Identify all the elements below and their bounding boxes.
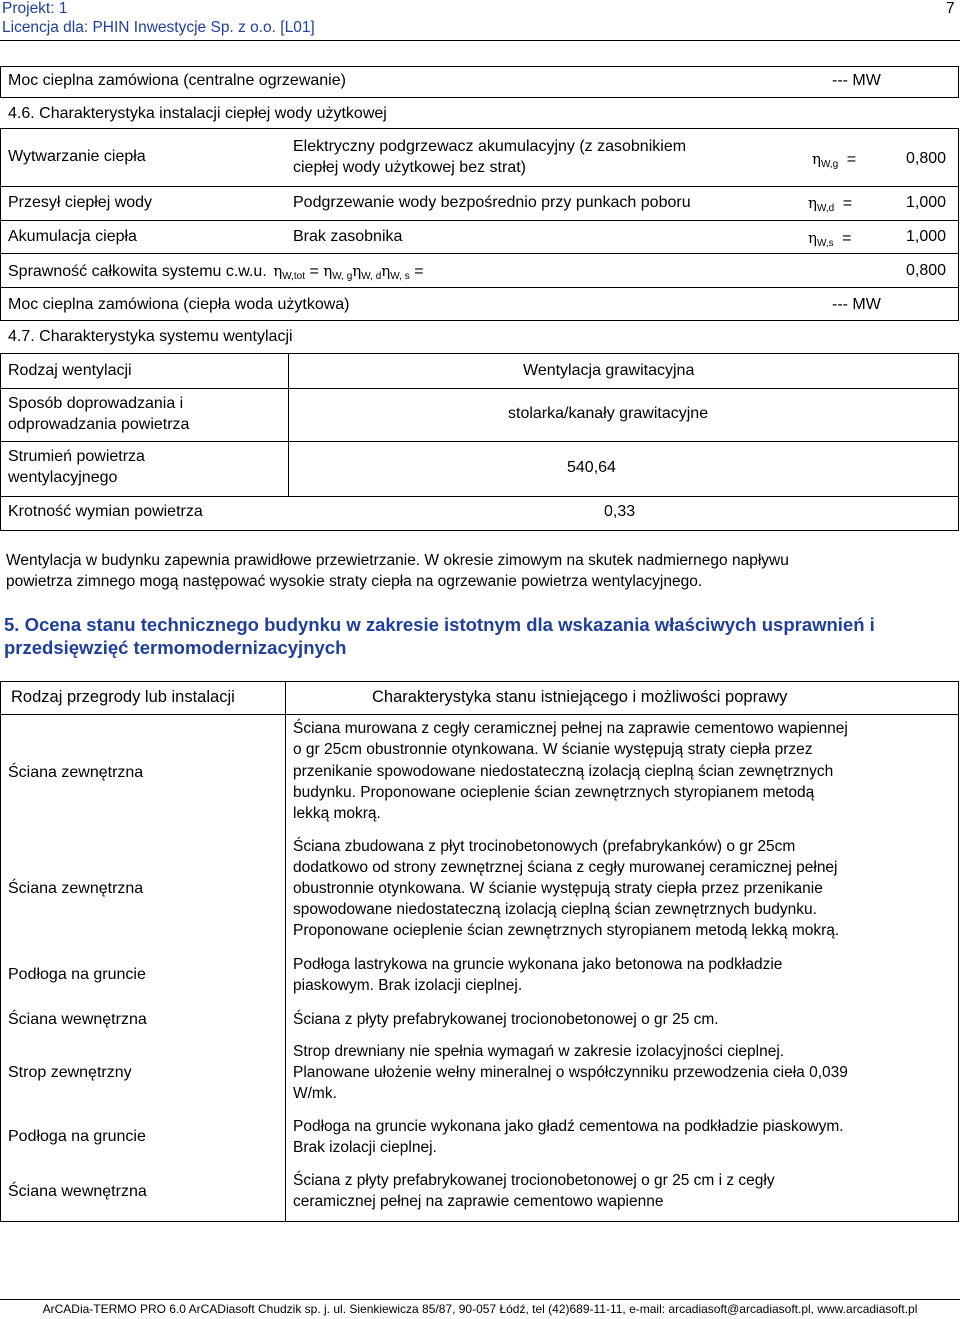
- dhw-row-desc: Podgrzewanie wody bezpośrednio przy punkach poboru: [293, 194, 691, 211]
- partition-type: Strop zewnętrzny: [8, 1064, 132, 1081]
- page-number: 7: [946, 0, 955, 17]
- total-efficiency-value: 0,800: [906, 262, 947, 279]
- section-4-6-title: 4.6. Charakterystyka instalacji ciepłej wody użytkowej: [8, 105, 387, 122]
- efficiency-value: 1,000: [906, 228, 947, 245]
- partition-desc: Ściana z płyty prefabrykowanej trocionobetonowej o gr 25 cm.: [293, 1011, 719, 1028]
- ventilation-label: Sposób doprowadzania i: [8, 395, 184, 412]
- efficiency-symbol: $\eta_{W,d}$ =: [808, 194, 853, 214]
- partition-desc: Podłoga na gruncie wykonana jako gładź cementowa na podkładzie piaskowym.: [293, 1118, 844, 1135]
- partition-type: Podłoga na gruncie: [8, 966, 146, 983]
- ventilation-label: odprowadzania powietrza: [8, 416, 190, 433]
- license-label: Licencja dla: PHIN Inwestycje Sp. z o.o. [L01]: [2, 19, 315, 36]
- section-4-7-title: 4.7. Charakterystyka systemu wentylacji: [8, 328, 293, 345]
- ventilation-value: 540,64: [567, 459, 616, 476]
- table-header: Charakterystyka stanu istniejącego i możliwości poprawy: [372, 688, 788, 706]
- dhw-row-label: Akumulacja ciepła: [8, 228, 137, 245]
- table-header: Rodzaj przegrody lub instalacji: [11, 688, 235, 706]
- dhw-row-desc: Brak zasobnika: [293, 228, 403, 245]
- header-divider: [0, 40, 960, 41]
- dhw-row-label: Przesył ciepłej wody: [8, 194, 153, 211]
- efficiency-symbol: $\eta_{W,g}$ =: [812, 150, 857, 170]
- heating-power-label: Moc cieplna zamówiona (centralne ogrzewanie): [8, 72, 346, 89]
- efficiency-value: 0,800: [906, 150, 947, 167]
- partition-type: Ściana zewnętrzna: [8, 764, 144, 781]
- partition-desc: dodatkowo od strony zewnętrznej ściana z cegły murowanej ceramicznej pełnej: [293, 859, 838, 876]
- efficiency-value: 1,000: [906, 194, 947, 211]
- partition-desc: Planowane ułożenie wełny mineralnej o współczynniku przewodzenia cieła 0,039: [293, 1064, 848, 1081]
- partition-desc: Strop drewniany nie spełnia wymagań w zakresie izolacyjności cieplnej.: [293, 1043, 785, 1060]
- section-5-title: 5. Ocena stanu technicznego budynku w zakresie istotnym dla wskazania właściwych usprawnień i: [4, 614, 875, 635]
- total-efficiency-formula: Sprawność całkowita systemu c.w.u. $\eta_{W,tot} = \eta_{W, g}\eta_{W, d}\eta_{W, s}$ =: [8, 262, 424, 282]
- dhw-row-label: Wytwarzanie ciepła: [8, 148, 146, 165]
- ventilation-label: wentylacyjnego: [8, 469, 118, 486]
- partition-desc: o gr 25cm obustronnie otynkowana. W ścianie występują straty ciepła przez: [293, 741, 813, 758]
- heating-power-value: --- MW: [832, 72, 881, 89]
- ventilation-note: powietrza zimnego mogą następować wysokie straty ciepła na ogrzewanie powietrza wentylacyjnego.: [6, 573, 703, 590]
- dhw-power-label: Moc cieplna zamówiona (ciepła woda użytkowa): [8, 296, 350, 313]
- partition-desc: obustronnie otynkowana. W ścianie występują straty ciepła przez przenikanie: [293, 880, 823, 897]
- partition-desc: Ściana murowana z cegły ceramicznej pełnej na zaprawie cementowo wapiennej: [293, 720, 848, 737]
- partition-type: Ściana wewnętrzna: [8, 1183, 147, 1200]
- project-label: Projekt: 1: [2, 0, 68, 17]
- partition-desc: ceramicznej pełnej na zaprawie cementowo wapienne: [293, 1193, 664, 1210]
- dhw-row-desc: ciepłej wody użytkowej bez strat): [293, 159, 526, 176]
- dhw-power-value: --- MW: [832, 296, 881, 313]
- footer-text: ArCADia-TERMO PRO 6.0 ArCADiasoft Chudzik sp. j. ul. Sienkiewicza 85/87, 90-057 Łódź, tel (42)689-11-11, e-mail: arcadiasoft@arcadiasoft.pl, www.arcadiasoft.pl: [42, 1302, 918, 1316]
- ventilation-label: Strumień powietrza: [8, 448, 145, 465]
- partition-desc: Brak izolacji cieplnej.: [293, 1139, 437, 1156]
- section-5-title: przedsięwzięć termomodernizacyjnych: [4, 637, 347, 658]
- ventilation-value: Wentylacja grawitacyjna: [523, 362, 695, 379]
- partition-type: Ściana zewnętrzna: [8, 880, 144, 897]
- ventilation-label: Rodzaj wentylacji: [8, 362, 132, 379]
- dhw-row-desc: Elektryczny podgrzewacz akumulacyjny (z zasobnikiem: [293, 138, 687, 155]
- partition-desc: W/mk.: [293, 1085, 337, 1102]
- partition-desc: piaskowym. Brak izolacji cieplnej.: [293, 977, 523, 994]
- footer-divider: [0, 1299, 960, 1300]
- partition-desc: lekką mokrą.: [293, 805, 381, 822]
- ventilation-value: stolarka/kanały grawitacyjne: [508, 405, 709, 422]
- ventilation-label: Krotność wymian powietrza: [8, 503, 203, 520]
- partition-desc: Ściana zbudowana z płyt trocinobetonowych (prefabrykanków) o gr 25cm: [293, 838, 796, 855]
- ventilation-value: 0,33: [604, 503, 636, 520]
- partition-desc: Podłoga lastrykowa na gruncie wykonana jako betonowa na podkładzie: [293, 956, 783, 973]
- partition-desc: spowodowane niedostateczną izolacją cieplną ścian zewnętrznych budynku.: [293, 901, 817, 918]
- partition-desc: Ściana z płyty prefabrykowanej trocionobetonowej o gr 25 cm i z cegły: [293, 1172, 775, 1189]
- partition-desc: Proponowane ocieplenie ścian zewnętrznych styropianem metodą lekką mokrą.: [293, 922, 840, 939]
- partition-desc: budynku. Proponowane ocieplenie ścian zewnętrznych styropianem metodą: [293, 784, 815, 801]
- ventilation-note: Wentylacja w budynku zapewnia prawidłowe przewietrzanie. W okresie zimowym na skutek nadmiernego napływu: [6, 552, 789, 569]
- partition-type: Ściana wewnętrzna: [8, 1011, 147, 1028]
- partition-desc: przenikanie spowodowane niedostateczną izolacją cieplną ścian zewnętrznych: [293, 763, 834, 780]
- partition-type: Podłoga na gruncie: [8, 1128, 146, 1145]
- efficiency-symbol: $\eta_{W,s}$ =: [808, 229, 852, 249]
